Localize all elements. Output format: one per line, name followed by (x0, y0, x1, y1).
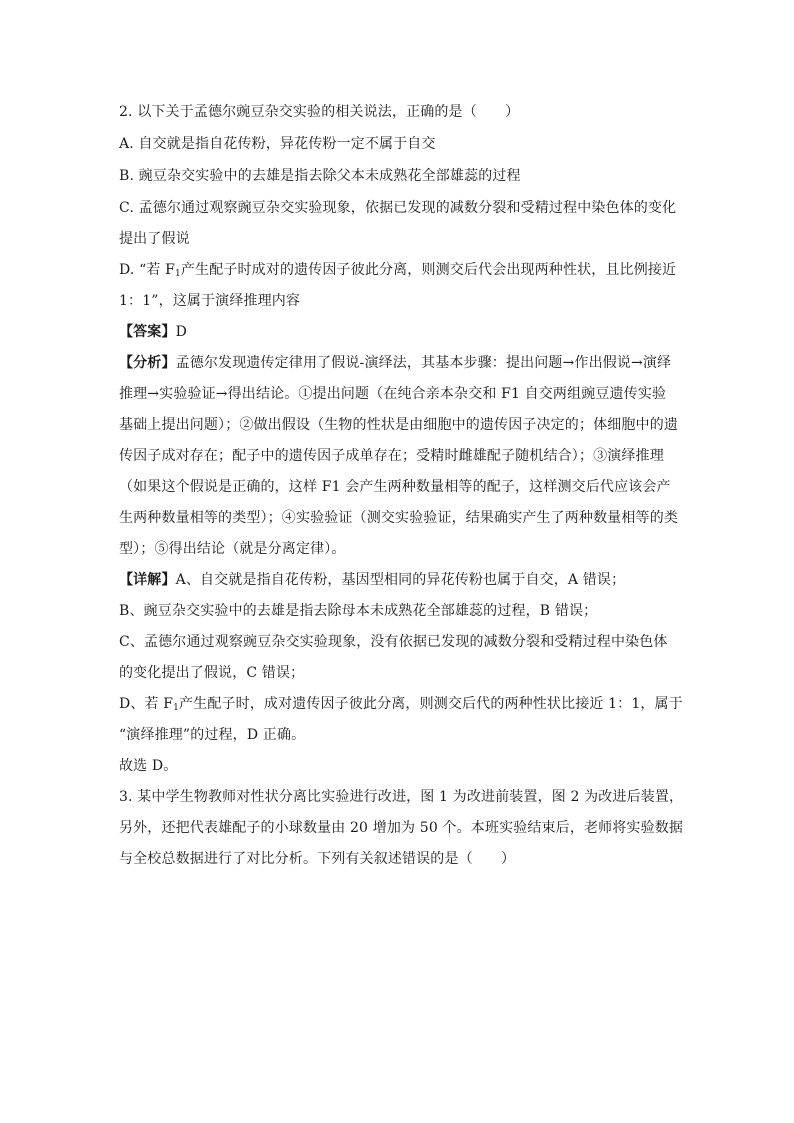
q2-option-a: A. 自交就是指自花传粉，异花传粉一定不属于自交 (119, 136, 436, 152)
detail-tag: 【详解】 (119, 572, 176, 588)
q2-option-d-line2: 1：1”，这属于演绎推理内容 (119, 293, 301, 309)
q2-option-d-subscript: 1 (175, 269, 181, 279)
q2-option-c-line2: 提出了假说 (119, 231, 190, 247)
detail-line-c2: 的变化提出了假说，C 错误； (119, 665, 305, 681)
q3-stem-line2: 另外，还把代表雄配子的小球数量由 20 增加为 50 个。本班实验结束后，老师将实验数据 (119, 820, 684, 836)
detail-line-b: B、豌豆杂交实验中的去雄是指去除母本未成熟花全部雄蕊的过程，B 错误； (119, 603, 598, 619)
analysis-tag: 【分析】 (119, 355, 176, 371)
analysis-line4: 传因子成对存在；配子中的遗传因子成单存在；受精时雌雄配子随机结合）；③演绎推理 (119, 448, 664, 464)
detail-line-c1: C、孟德尔通过观察豌豆杂交实验现象，没有依据已发现的减数分裂和受精过程中染色体 (119, 634, 668, 650)
q2-conclusion: 故选 D。 (119, 758, 178, 774)
detail-d-prefix: D、若 F (119, 696, 174, 712)
analysis-line7: 型）；⑤得出结论（就是分离定律）。 (119, 541, 346, 557)
analysis-line2: 推理→实验验证→得出结论。①提出问题（在纯合亲本杂交和 F1 自交两组豌豆遗传实验 (119, 386, 667, 402)
q2-option-c-line1: C. 孟德尔通过观察豌豆杂交实验现象，依据已发现的减数分裂和受精过程中染色体的变化 (119, 200, 677, 216)
answer-value: D (175, 324, 187, 340)
q2-answer (119, 322, 679, 342)
q2-option-d-rest: 产生配子时成对的遗传因子彼此分离，则测交后代会出现两种性状，且比例接近 (180, 262, 677, 278)
q2-option-b: B. 豌豆杂交实验中的去雄是指去除父本未成熟花全部雄蕊的过程 (119, 168, 521, 184)
analysis-line5: （如果这个假说是正确的，这样 F1 会产生两种数量相等的配子，这样测交后代应该会产 (119, 479, 671, 495)
detail-d-subscript: 1 (173, 703, 180, 713)
analysis-line3: 基础上提出问题）；②做出假设（生物的性状是由细胞中的遗传因子决定的；体细胞中的遗 (119, 417, 678, 433)
answer-tag: 【答案】 (119, 324, 176, 340)
q2-stem: 2. 以下关于孟德尔豌豆杂交实验的相关说法，正确的是（ ） (119, 104, 520, 120)
detail-text-a: A、自交就是指自花传粉，基因型相同的异花传粉也属于自交，A 错误； (175, 572, 626, 588)
analysis-line6: 生两种数量相等的类型）；④实验验证（测交实验验证，结果确实产生了两种数量相等的类 (119, 510, 678, 526)
detail-d-rest: 产生配子时，成对遗传因子彼此分离，则测交后代的两种性状比接近 1：1，属于 (179, 696, 683, 712)
q2-option-d-prefix: D. “若 F (119, 262, 175, 278)
q3-stem-line1: 3. 某中学生物教师对性状分离比实验进行改进，图 1 为改进前装置，图 2 为改进后装置， (119, 789, 684, 805)
detail-line-d1 (119, 694, 683, 714)
q3-stem-line3: 与全校总数据进行了对比分析。下列有关叙述错误的是（ ） (119, 851, 516, 867)
analysis-line1 (119, 353, 679, 373)
detail-line-d2: “演绎推理”的过程，D 正确。 (119, 727, 306, 743)
q2-option-d-line1 (119, 260, 679, 280)
analysis-text-1: 孟德尔发现遗传定律用了假说-演绎法，其基本步骤：提出问题→作出假说→演绎 (175, 355, 672, 371)
detail-line-a (119, 570, 679, 590)
